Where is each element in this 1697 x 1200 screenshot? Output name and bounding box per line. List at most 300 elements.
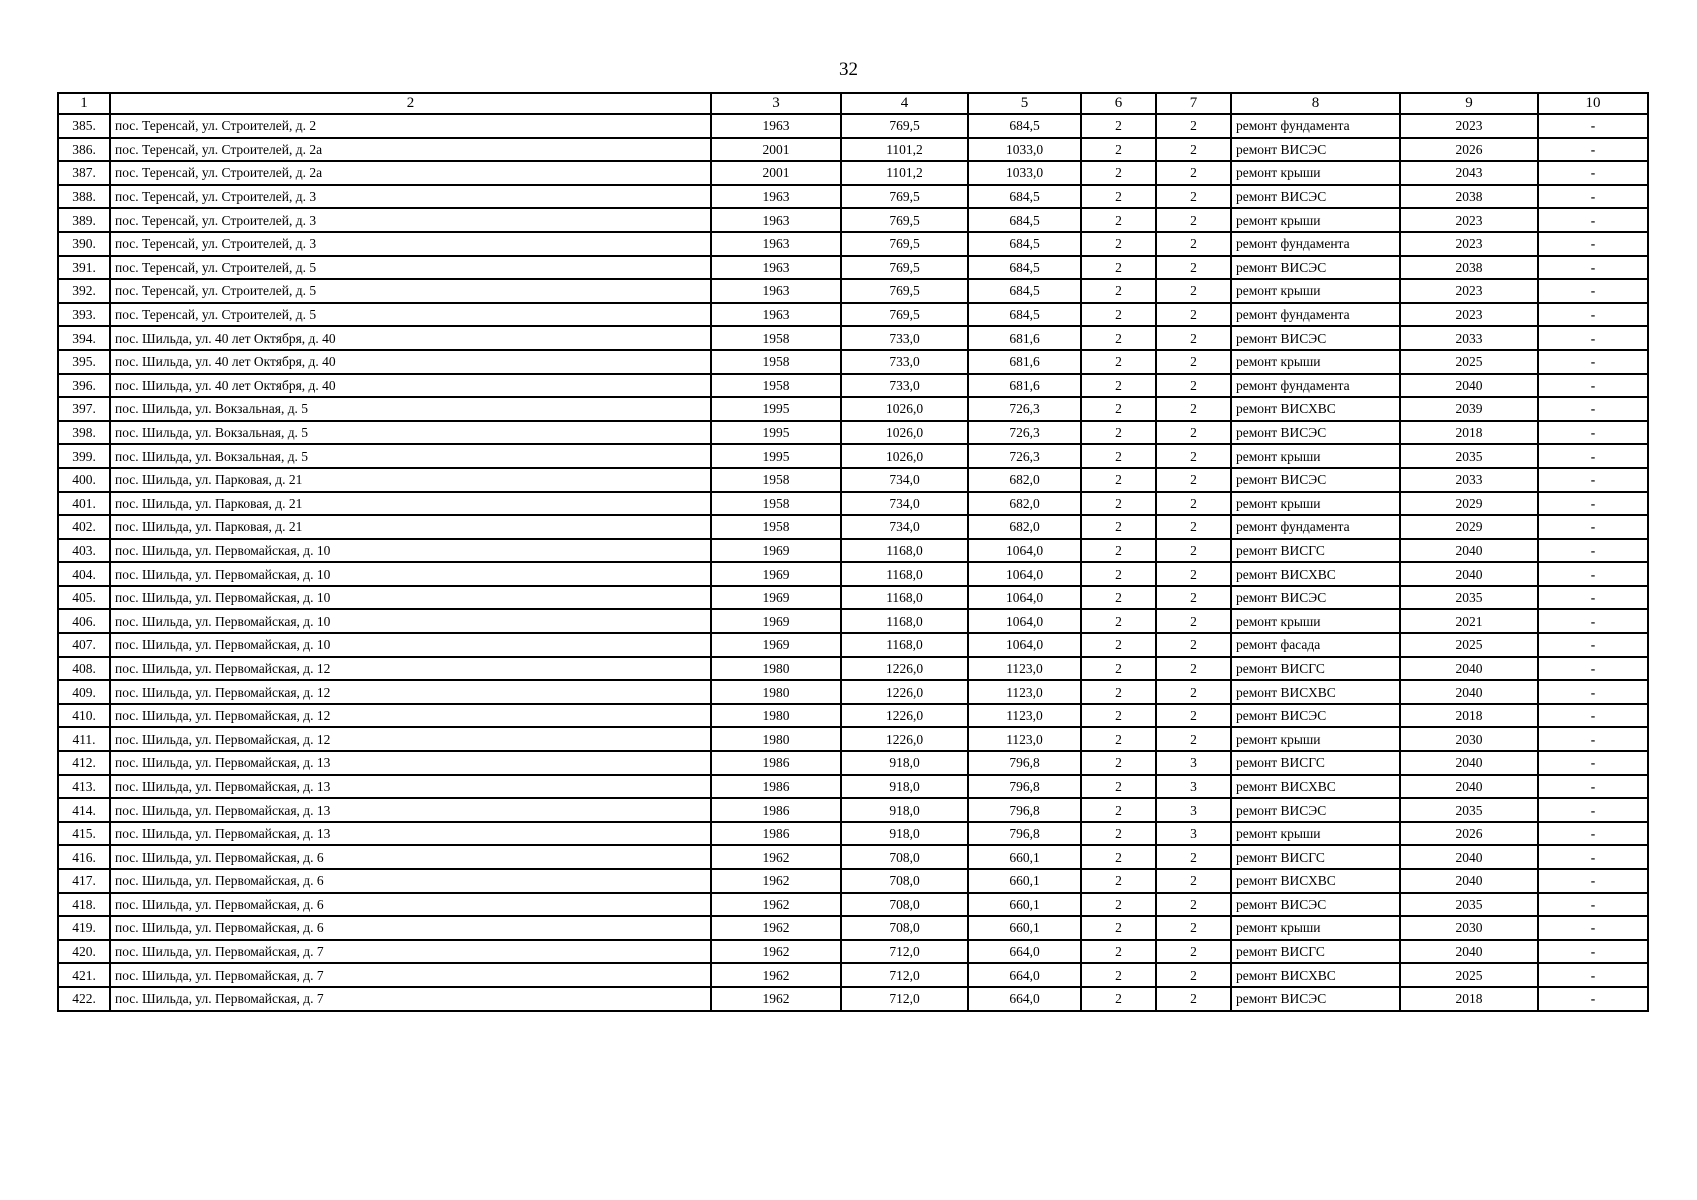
planned-year-cell: 2038 — [1400, 185, 1538, 209]
note-cell: - — [1538, 916, 1648, 940]
address-cell: пос. Шильда, ул. Вокзальная, д. 5 — [110, 421, 711, 445]
living-area-cell: 660,1 — [968, 845, 1081, 869]
floors-cell: 2 — [1081, 940, 1156, 964]
work-type-cell: ремонт ВИСЭС — [1231, 468, 1400, 492]
table-row — [58, 562, 1648, 586]
construction-year-cell: 1969 — [711, 562, 841, 586]
planned-year-cell: 2030 — [1400, 916, 1538, 940]
table-row — [58, 940, 1648, 964]
address-cell: пос. Шильда, ул. Первомайская, д. 6 — [110, 916, 711, 940]
note-cell: - — [1538, 727, 1648, 751]
total-area-cell: 708,0 — [841, 916, 968, 940]
total-area-cell: 733,0 — [841, 326, 968, 350]
floors-cell: 2 — [1081, 492, 1156, 516]
entrances-cell: 2 — [1156, 609, 1231, 633]
floors-cell: 2 — [1081, 444, 1156, 468]
note-cell: - — [1538, 303, 1648, 327]
construction-year-cell: 1986 — [711, 751, 841, 775]
address-cell: пос. Теренсай, ул. Строителей, д. 5 — [110, 279, 711, 303]
table-row — [58, 397, 1648, 421]
living-area-cell: 660,1 — [968, 893, 1081, 917]
planned-year-cell: 2023 — [1400, 279, 1538, 303]
floors-cell: 2 — [1081, 232, 1156, 256]
total-area-cell: 734,0 — [841, 515, 968, 539]
living-area-cell: 682,0 — [968, 515, 1081, 539]
total-area-cell: 1226,0 — [841, 680, 968, 704]
page-number: 32 — [839, 59, 858, 80]
living-area-cell: 796,8 — [968, 798, 1081, 822]
work-type-cell: ремонт фасада — [1231, 633, 1400, 657]
floors-cell: 2 — [1081, 680, 1156, 704]
entrances-cell: 2 — [1156, 374, 1231, 398]
entrances-cell: 2 — [1156, 114, 1231, 138]
row-number-cell: 404. — [58, 562, 110, 586]
planned-year-cell: 2023 — [1400, 303, 1538, 327]
row-number-cell: 386. — [58, 138, 110, 162]
work-type-cell: ремонт ВИСХВС — [1231, 397, 1400, 421]
living-area-cell: 684,5 — [968, 279, 1081, 303]
work-type-cell: ремонт ВИСХВС — [1231, 680, 1400, 704]
address-cell: пос. Шильда, ул. 40 лет Октября, д. 40 — [110, 326, 711, 350]
table-row — [58, 114, 1648, 138]
note-cell: - — [1538, 657, 1648, 681]
total-area-cell: 1101,2 — [841, 161, 968, 185]
note-cell: - — [1538, 845, 1648, 869]
floors-cell: 2 — [1081, 562, 1156, 586]
note-cell: - — [1538, 279, 1648, 303]
total-area-cell: 1168,0 — [841, 609, 968, 633]
address-cell: пос. Шильда, ул. Первомайская, д. 6 — [110, 893, 711, 917]
living-area-cell: 682,0 — [968, 468, 1081, 492]
planned-year-cell: 2040 — [1400, 680, 1538, 704]
address-cell: пос. Теренсай, ул. Строителей, д. 2а — [110, 161, 711, 185]
row-number-cell: 422. — [58, 987, 110, 1011]
note-cell: - — [1538, 751, 1648, 775]
construction-year-cell: 1962 — [711, 987, 841, 1011]
construction-year-cell: 1958 — [711, 468, 841, 492]
table-row — [58, 751, 1648, 775]
row-number-cell: 402. — [58, 515, 110, 539]
construction-year-cell: 1995 — [711, 397, 841, 421]
entrances-cell: 2 — [1156, 492, 1231, 516]
entrances-cell: 3 — [1156, 751, 1231, 775]
work-type-cell: ремонт ВИСХВС — [1231, 869, 1400, 893]
column-header: 3 — [711, 93, 841, 114]
entrances-cell: 2 — [1156, 727, 1231, 751]
address-cell: пос. Теренсай, ул. Строителей, д. 3 — [110, 232, 711, 256]
row-number-cell: 401. — [58, 492, 110, 516]
construction-year-cell: 2001 — [711, 161, 841, 185]
row-number-cell: 415. — [58, 822, 110, 846]
table-row — [58, 798, 1648, 822]
note-cell: - — [1538, 468, 1648, 492]
planned-year-cell: 2040 — [1400, 562, 1538, 586]
work-type-cell: ремонт ВИСЭС — [1231, 586, 1400, 610]
construction-year-cell: 1958 — [711, 326, 841, 350]
address-cell: пос. Шильда, ул. Первомайская, д. 12 — [110, 704, 711, 728]
row-number-cell: 421. — [58, 963, 110, 987]
floors-cell: 2 — [1081, 326, 1156, 350]
planned-year-cell: 2023 — [1400, 232, 1538, 256]
address-cell: пос. Теренсай, ул. Строителей, д. 5 — [110, 256, 711, 280]
note-cell: - — [1538, 374, 1648, 398]
living-area-cell: 1064,0 — [968, 609, 1081, 633]
construction-year-cell: 1963 — [711, 208, 841, 232]
column-header: 7 — [1156, 93, 1231, 114]
entrances-cell: 2 — [1156, 845, 1231, 869]
row-number-cell: 390. — [58, 232, 110, 256]
table-row — [58, 279, 1648, 303]
note-cell: - — [1538, 893, 1648, 917]
address-cell: пос. Шильда, ул. Первомайская, д. 12 — [110, 680, 711, 704]
note-cell: - — [1538, 208, 1648, 232]
construction-year-cell: 1958 — [711, 350, 841, 374]
table-row — [58, 822, 1648, 846]
construction-year-cell: 1963 — [711, 279, 841, 303]
total-area-cell: 734,0 — [841, 468, 968, 492]
table-row — [58, 256, 1648, 280]
entrances-cell: 2 — [1156, 185, 1231, 209]
planned-year-cell: 2026 — [1400, 138, 1538, 162]
work-type-cell: ремонт ВИСЭС — [1231, 256, 1400, 280]
entrances-cell: 2 — [1156, 869, 1231, 893]
column-header: 4 — [841, 93, 968, 114]
planned-year-cell: 2040 — [1400, 869, 1538, 893]
column-header: 6 — [1081, 93, 1156, 114]
row-number-cell: 413. — [58, 775, 110, 799]
construction-year-cell: 1969 — [711, 609, 841, 633]
planned-year-cell: 2040 — [1400, 845, 1538, 869]
note-cell: - — [1538, 775, 1648, 799]
planned-year-cell: 2040 — [1400, 374, 1538, 398]
column-header: 1 — [58, 93, 110, 114]
planned-year-cell: 2018 — [1400, 704, 1538, 728]
work-type-cell: ремонт фундамента — [1231, 374, 1400, 398]
floors-cell: 2 — [1081, 138, 1156, 162]
row-number-cell: 395. — [58, 350, 110, 374]
construction-year-cell: 1958 — [711, 515, 841, 539]
living-area-cell: 796,8 — [968, 822, 1081, 846]
table-row — [58, 444, 1648, 468]
table-row — [58, 303, 1648, 327]
total-area-cell: 769,5 — [841, 114, 968, 138]
planned-year-cell: 2040 — [1400, 657, 1538, 681]
total-area-cell: 1226,0 — [841, 657, 968, 681]
address-cell: пос. Шильда, ул. Первомайская, д. 7 — [110, 963, 711, 987]
note-cell: - — [1538, 798, 1648, 822]
work-type-cell: ремонт фундамента — [1231, 232, 1400, 256]
entrances-cell: 3 — [1156, 775, 1231, 799]
row-number-cell: 412. — [58, 751, 110, 775]
construction-year-cell: 1969 — [711, 539, 841, 563]
total-area-cell: 734,0 — [841, 492, 968, 516]
planned-year-cell: 2033 — [1400, 326, 1538, 350]
row-number-cell: 403. — [58, 539, 110, 563]
living-area-cell: 1064,0 — [968, 586, 1081, 610]
floors-cell: 2 — [1081, 350, 1156, 374]
total-area-cell: 1168,0 — [841, 562, 968, 586]
entrances-cell: 2 — [1156, 138, 1231, 162]
row-number-cell: 385. — [58, 114, 110, 138]
row-number-cell: 416. — [58, 845, 110, 869]
note-cell: - — [1538, 680, 1648, 704]
living-area-cell: 681,6 — [968, 374, 1081, 398]
entrances-cell: 2 — [1156, 893, 1231, 917]
total-area-cell: 918,0 — [841, 751, 968, 775]
note-cell: - — [1538, 869, 1648, 893]
note-cell: - — [1538, 609, 1648, 633]
entrances-cell: 2 — [1156, 515, 1231, 539]
work-type-cell: ремонт ВИСГС — [1231, 657, 1400, 681]
work-type-cell: ремонт ВИСГС — [1231, 940, 1400, 964]
total-area-cell: 733,0 — [841, 350, 968, 374]
work-type-cell: ремонт крыши — [1231, 916, 1400, 940]
address-cell: пос. Шильда, ул. Первомайская, д. 10 — [110, 586, 711, 610]
total-area-cell: 1168,0 — [841, 586, 968, 610]
work-type-cell: ремонт крыши — [1231, 161, 1400, 185]
note-cell: - — [1538, 326, 1648, 350]
floors-cell: 2 — [1081, 845, 1156, 869]
construction-year-cell: 1963 — [711, 303, 841, 327]
construction-year-cell: 1962 — [711, 963, 841, 987]
table-row — [58, 987, 1648, 1011]
living-area-cell: 1123,0 — [968, 704, 1081, 728]
row-number-cell: 405. — [58, 586, 110, 610]
table-row — [58, 845, 1648, 869]
row-number-cell: 387. — [58, 161, 110, 185]
row-number-cell: 411. — [58, 727, 110, 751]
living-area-cell: 684,5 — [968, 303, 1081, 327]
planned-year-cell: 2029 — [1400, 515, 1538, 539]
row-number-cell: 389. — [58, 208, 110, 232]
construction-year-cell: 1980 — [711, 704, 841, 728]
planned-year-cell: 2040 — [1400, 940, 1538, 964]
note-cell: - — [1538, 562, 1648, 586]
construction-year-cell: 1995 — [711, 421, 841, 445]
total-area-cell: 712,0 — [841, 963, 968, 987]
planned-year-cell: 2030 — [1400, 727, 1538, 751]
total-area-cell: 1226,0 — [841, 704, 968, 728]
living-area-cell: 684,5 — [968, 256, 1081, 280]
work-type-cell: ремонт фундамента — [1231, 303, 1400, 327]
table-row — [58, 775, 1648, 799]
work-type-cell: ремонт ВИСХВС — [1231, 562, 1400, 586]
work-type-cell: ремонт ВИСГС — [1231, 845, 1400, 869]
work-type-cell: ремонт крыши — [1231, 279, 1400, 303]
table-row — [58, 539, 1648, 563]
total-area-cell: 733,0 — [841, 374, 968, 398]
living-area-cell: 726,3 — [968, 444, 1081, 468]
row-number-cell: 399. — [58, 444, 110, 468]
planned-year-cell: 2038 — [1400, 256, 1538, 280]
entrances-cell: 2 — [1156, 161, 1231, 185]
table-row — [58, 963, 1648, 987]
address-cell: пос. Шильда, ул. Первомайская, д. 13 — [110, 775, 711, 799]
work-type-cell: ремонт крыши — [1231, 822, 1400, 846]
floors-cell: 2 — [1081, 869, 1156, 893]
living-area-cell: 1033,0 — [968, 161, 1081, 185]
floors-cell: 2 — [1081, 798, 1156, 822]
note-cell: - — [1538, 987, 1648, 1011]
entrances-cell: 2 — [1156, 940, 1231, 964]
living-area-cell: 664,0 — [968, 963, 1081, 987]
note-cell: - — [1538, 963, 1648, 987]
table-row — [58, 680, 1648, 704]
planned-year-cell: 2043 — [1400, 161, 1538, 185]
living-area-cell: 684,5 — [968, 185, 1081, 209]
work-type-cell: ремонт крыши — [1231, 492, 1400, 516]
row-number-cell: 394. — [58, 326, 110, 350]
floors-cell: 2 — [1081, 657, 1156, 681]
table-row — [58, 421, 1648, 445]
floors-cell: 2 — [1081, 893, 1156, 917]
planned-year-cell: 2035 — [1400, 798, 1538, 822]
construction-year-cell: 1963 — [711, 256, 841, 280]
note-cell: - — [1538, 421, 1648, 445]
construction-year-cell: 1958 — [711, 374, 841, 398]
entrances-cell: 2 — [1156, 444, 1231, 468]
entrances-cell: 3 — [1156, 798, 1231, 822]
address-cell: пос. Теренсай, ул. Строителей, д. 2а — [110, 138, 711, 162]
table-row — [58, 492, 1648, 516]
entrances-cell: 3 — [1156, 822, 1231, 846]
work-type-cell: ремонт крыши — [1231, 208, 1400, 232]
table-row — [58, 232, 1648, 256]
address-cell: пос. Шильда, ул. Первомайская, д. 10 — [110, 633, 711, 657]
construction-year-cell: 2001 — [711, 138, 841, 162]
living-area-cell: 796,8 — [968, 751, 1081, 775]
floors-cell: 2 — [1081, 468, 1156, 492]
floors-cell: 2 — [1081, 208, 1156, 232]
total-area-cell: 1226,0 — [841, 727, 968, 751]
entrances-cell: 2 — [1156, 963, 1231, 987]
table-row — [58, 727, 1648, 751]
column-header: 8 — [1231, 93, 1400, 114]
entrances-cell: 2 — [1156, 208, 1231, 232]
construction-year-cell: 1962 — [711, 845, 841, 869]
row-number-cell: 420. — [58, 940, 110, 964]
work-type-cell: ремонт ВИСЭС — [1231, 893, 1400, 917]
floors-cell: 2 — [1081, 279, 1156, 303]
table-row — [58, 893, 1648, 917]
address-cell: пос. Шильда, ул. Первомайская, д. 10 — [110, 609, 711, 633]
note-cell: - — [1538, 256, 1648, 280]
row-number-cell: 397. — [58, 397, 110, 421]
total-area-cell: 769,5 — [841, 256, 968, 280]
living-area-cell: 681,6 — [968, 326, 1081, 350]
address-cell: пос. Теренсай, ул. Строителей, д. 3 — [110, 185, 711, 209]
table-row — [58, 185, 1648, 209]
table-row — [58, 916, 1648, 940]
address-cell: пос. Шильда, ул. Первомайская, д. 13 — [110, 798, 711, 822]
address-cell: пос. Шильда, ул. 40 лет Октября, д. 40 — [110, 374, 711, 398]
floors-cell: 2 — [1081, 586, 1156, 610]
entrances-cell: 2 — [1156, 539, 1231, 563]
housing-repair-table — [57, 92, 1649, 1012]
construction-year-cell: 1995 — [711, 444, 841, 468]
floors-cell: 2 — [1081, 256, 1156, 280]
planned-year-cell: 2025 — [1400, 350, 1538, 374]
living-area-cell: 664,0 — [968, 940, 1081, 964]
construction-year-cell: 1963 — [711, 232, 841, 256]
construction-year-cell: 1986 — [711, 822, 841, 846]
total-area-cell: 1101,2 — [841, 138, 968, 162]
work-type-cell: ремонт крыши — [1231, 609, 1400, 633]
construction-year-cell: 1958 — [711, 492, 841, 516]
entrances-cell: 2 — [1156, 303, 1231, 327]
construction-year-cell: 1980 — [711, 657, 841, 681]
address-cell: пос. Теренсай, ул. Строителей, д. 3 — [110, 208, 711, 232]
row-number-cell: 392. — [58, 279, 110, 303]
row-number-cell: 409. — [58, 680, 110, 704]
floors-cell: 2 — [1081, 633, 1156, 657]
floors-cell: 2 — [1081, 751, 1156, 775]
construction-year-cell: 1962 — [711, 940, 841, 964]
work-type-cell: ремонт фундамента — [1231, 114, 1400, 138]
total-area-cell: 918,0 — [841, 798, 968, 822]
total-area-cell: 712,0 — [841, 940, 968, 964]
note-cell: - — [1538, 515, 1648, 539]
planned-year-cell: 2018 — [1400, 987, 1538, 1011]
living-area-cell: 1033,0 — [968, 138, 1081, 162]
planned-year-cell: 2040 — [1400, 775, 1538, 799]
table-row — [58, 869, 1648, 893]
planned-year-cell: 2035 — [1400, 444, 1538, 468]
address-cell: пос. Шильда, ул. Первомайская, д. 7 — [110, 987, 711, 1011]
work-type-cell: ремонт ВИСГС — [1231, 539, 1400, 563]
construction-year-cell: 1962 — [711, 893, 841, 917]
address-cell: пос. Шильда, ул. Вокзальная, д. 5 — [110, 397, 711, 421]
table-row — [58, 208, 1648, 232]
table-row — [58, 657, 1648, 681]
address-cell: пос. Шильда, ул. Первомайская, д. 6 — [110, 845, 711, 869]
total-area-cell: 769,5 — [841, 303, 968, 327]
row-number-cell: 418. — [58, 893, 110, 917]
total-area-cell: 918,0 — [841, 775, 968, 799]
entrances-cell: 2 — [1156, 232, 1231, 256]
floors-cell: 2 — [1081, 397, 1156, 421]
address-cell: пос. Шильда, ул. Первомайская, д. 10 — [110, 539, 711, 563]
total-area-cell: 1168,0 — [841, 539, 968, 563]
work-type-cell: ремонт ВИСЭС — [1231, 421, 1400, 445]
total-area-cell: 769,5 — [841, 208, 968, 232]
column-header: 5 — [968, 93, 1081, 114]
construction-year-cell: 1963 — [711, 185, 841, 209]
planned-year-cell: 2029 — [1400, 492, 1538, 516]
floors-cell: 2 — [1081, 704, 1156, 728]
living-area-cell: 1123,0 — [968, 680, 1081, 704]
floors-cell: 2 — [1081, 822, 1156, 846]
note-cell: - — [1538, 940, 1648, 964]
column-header: 10 — [1538, 93, 1648, 114]
planned-year-cell: 2026 — [1400, 822, 1538, 846]
living-area-cell: 726,3 — [968, 397, 1081, 421]
work-type-cell: ремонт крыши — [1231, 727, 1400, 751]
note-cell: - — [1538, 444, 1648, 468]
note-cell: - — [1538, 586, 1648, 610]
living-area-cell: 726,3 — [968, 421, 1081, 445]
row-number-cell: 407. — [58, 633, 110, 657]
entrances-cell: 2 — [1156, 562, 1231, 586]
floors-cell: 2 — [1081, 916, 1156, 940]
floors-cell: 2 — [1081, 114, 1156, 138]
entrances-cell: 2 — [1156, 987, 1231, 1011]
floors-cell: 2 — [1081, 609, 1156, 633]
row-number-cell: 408. — [58, 657, 110, 681]
address-cell: пос. Шильда, ул. Парковая, д. 21 — [110, 492, 711, 516]
construction-year-cell: 1963 — [711, 114, 841, 138]
floors-cell: 2 — [1081, 775, 1156, 799]
